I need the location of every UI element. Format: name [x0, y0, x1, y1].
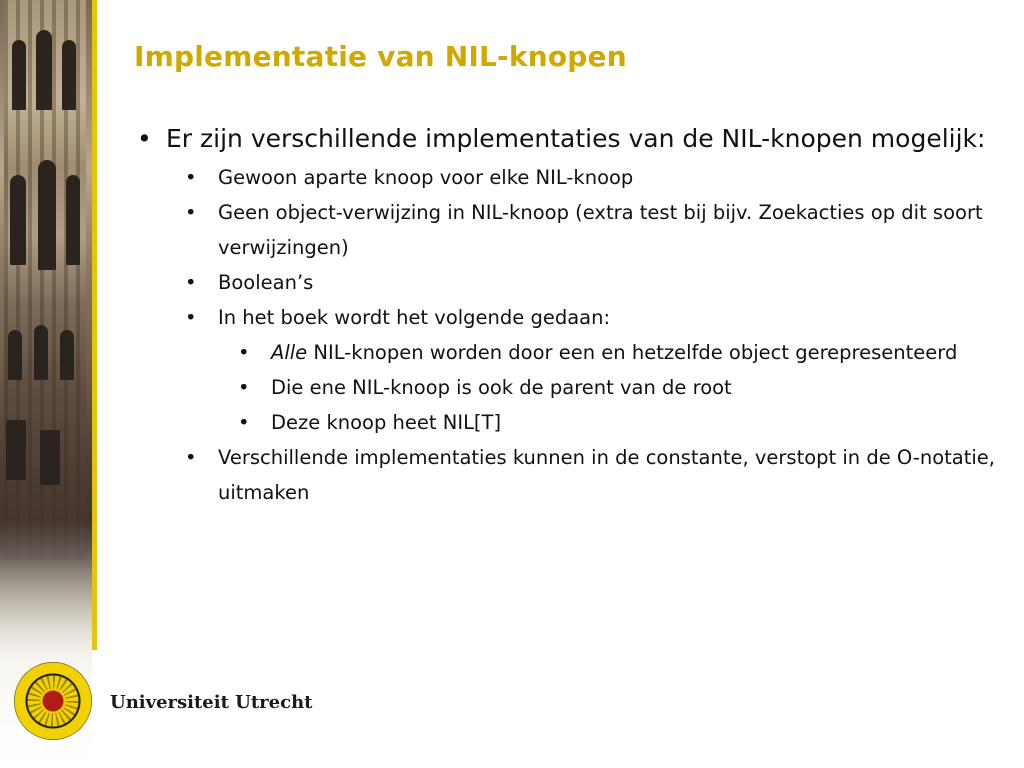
- list-item: [135, 300, 995, 335]
- bullet-icon: •: [185, 201, 197, 224]
- bullet-icon: •: [238, 376, 250, 399]
- tower-window: [10, 175, 26, 265]
- bullet-icon: •: [185, 166, 197, 189]
- tower-window: [36, 30, 52, 110]
- tower-window: [66, 175, 80, 265]
- list-item: [135, 370, 995, 405]
- list-item-text: Deze knoop heet NIL[T]: [271, 411, 502, 434]
- bullet-icon: •: [185, 446, 197, 469]
- university-wordmark: Universiteit Utrecht: [110, 692, 313, 713]
- list-item-text: [271, 341, 957, 364]
- tower-window: [38, 160, 56, 270]
- bullet-icon: •: [185, 271, 197, 294]
- bullet-icon: •: [238, 411, 250, 434]
- accent-bar: [92, 0, 97, 650]
- list-item: [135, 440, 995, 510]
- bullet-icon: •: [137, 124, 152, 153]
- bullet-icon: •: [185, 306, 197, 329]
- list-item-text: Geen object-verwijzing in NIL-knoop (extra test bij bijv. Zoekacties op dit soort verwijzingen): [218, 201, 983, 259]
- list-item-text: In het boek wordt het volgende gedaan:: [218, 306, 611, 329]
- list-item: [135, 195, 995, 265]
- seal-rays: [14, 662, 92, 740]
- bullet-icon: •: [238, 341, 250, 364]
- list-item-text: Boolean’s: [218, 271, 314, 294]
- list-item-text: Er zijn verschillende implementaties van de NIL-knopen mogelijk:: [166, 124, 986, 153]
- list-item: [135, 405, 995, 440]
- emphasis-text: Alle: [271, 341, 308, 364]
- list-item: [135, 265, 995, 300]
- slide-title: Implementatie van NIL-knopen: [134, 40, 627, 73]
- list-item-text: Die ene NIL-knoop is ook de parent van de root: [271, 376, 732, 399]
- list-item-text: Gewoon aparte knoop voor elke NIL-knoop: [218, 166, 634, 189]
- building-window: [40, 430, 60, 485]
- bullet-list: [135, 122, 995, 510]
- university-logo: [14, 662, 314, 742]
- tower-window: [8, 330, 22, 380]
- list-item: [135, 160, 995, 195]
- list-item-text-rest: NIL-knopen worden door een en hetzelfde object gerepresenteerd: [307, 341, 958, 364]
- tower-window: [34, 325, 48, 380]
- dom-tower-photo: [0, 0, 92, 768]
- tower-window: [60, 330, 74, 380]
- tower-window: [12, 40, 26, 110]
- list-item-text: Verschillende implementaties kunnen in de constante, verstopt in de O-notatie, uitmaken: [218, 446, 996, 504]
- list-item: [135, 335, 995, 370]
- tower-window: [62, 40, 76, 110]
- list-item: [135, 122, 995, 156]
- building-window: [6, 420, 26, 480]
